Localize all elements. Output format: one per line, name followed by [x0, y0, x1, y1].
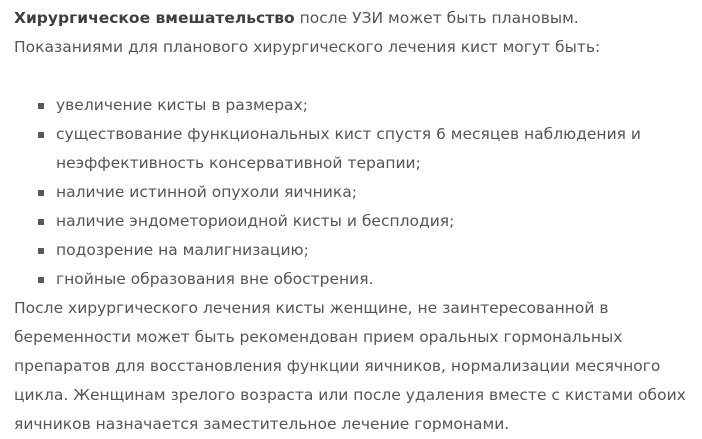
bullet-icon — [38, 248, 44, 254]
list-item-text: наличие истинной опухоли яичника; — [56, 183, 357, 201]
outro-paragraph: После хирургического лечения кисты женщине, не заинтересованной в беременности может быть рекомендован прием оральных гормональных препаратов для восстановления функции яичников, нормализации месячного цикла. Женщинам зрелого возраста или после удаления вместе с кистами обоих яичников назначается заместительное лечение гормонами. — [14, 299, 686, 433]
list-item — [38, 178, 688, 207]
bullet-icon — [38, 132, 44, 138]
list-item-text: подозрение на малигнизацию; — [56, 241, 309, 259]
list-item-text: увеличение кисты в размерах; — [56, 96, 308, 114]
list-item — [38, 236, 688, 265]
intro-paragraph — [14, 4, 688, 62]
indications-list — [14, 91, 688, 294]
bullet-icon — [38, 277, 44, 283]
list-item-text: существование функциональных кист спустя 6 месяцев наблюдения и неэффективность консервативной терапии; — [56, 125, 641, 172]
list-item — [38, 265, 688, 294]
intro-text: после УЗИ может быть плановым. Показаниями для планового хирургического лечения кист могут быть: — [14, 9, 601, 56]
list-item — [38, 207, 688, 236]
list-item-text: наличие эндометориоидной кисты и бесплодия; — [56, 212, 455, 230]
list-item — [38, 120, 688, 178]
list-item — [38, 91, 688, 120]
bullet-icon — [38, 190, 44, 196]
bullet-icon — [38, 103, 44, 109]
intro-bold-term: Хирургическое вмешательство — [14, 9, 295, 27]
list-item-text: гнойные образования вне обострения. — [56, 270, 374, 288]
bullet-icon — [38, 219, 44, 225]
